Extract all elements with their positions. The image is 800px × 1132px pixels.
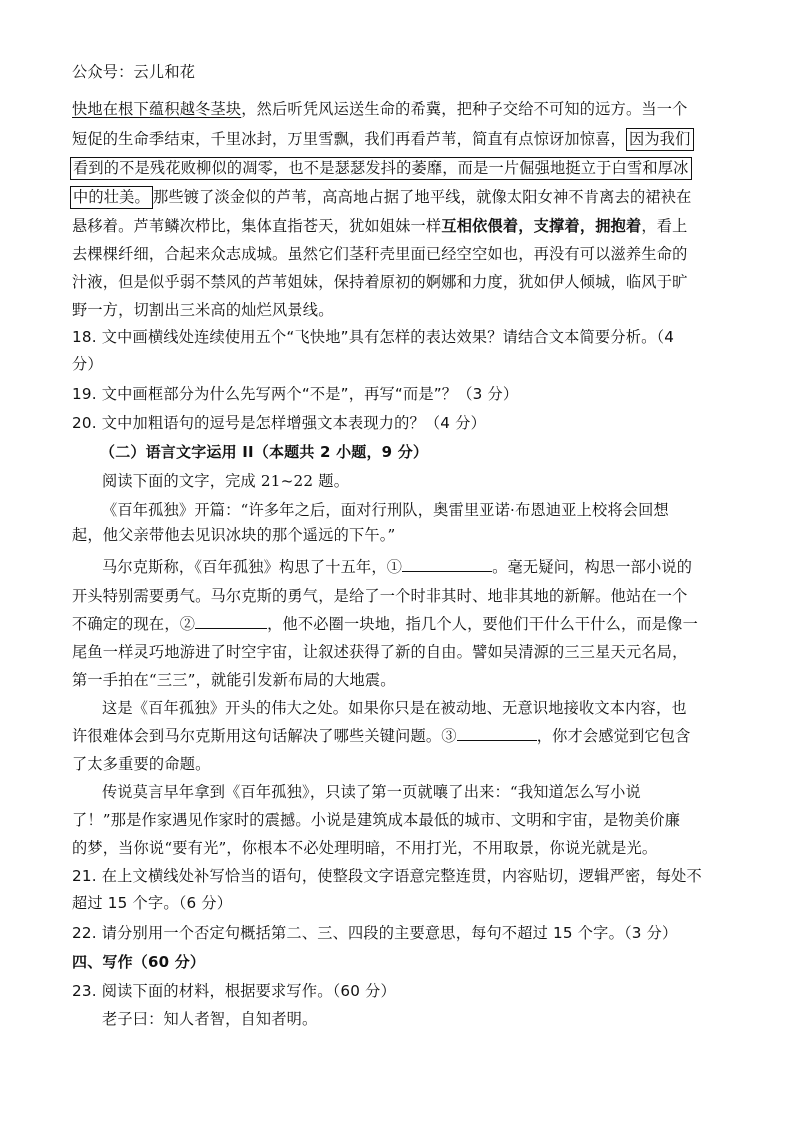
bold-phrase-1: 互相依偎着 (441, 217, 519, 235)
paragraph-2-line-4: 尾鱼一样灵巧地游进了时空宇宙，让叙述获得了新的自由。譬如吴清源的三三星天元名局， (72, 643, 688, 661)
paragraph-2-line-1: 马尔克斯称，《百年孤独》构思了十五年，① 。毫无疑问，构思一部小说的 (102, 558, 693, 576)
paragraph-4-line-1: 传说莫言早年拿到《百年孤独》，只读了第一页就嚷了出来：“我知道怎么写小说 (102, 783, 641, 801)
blank-3[interactable] (457, 726, 537, 741)
passage-line-2: 短促的生命季结束，千里冰封，万里雪飘，我们再看芦苇，简直有点惊讶加惊喜， 因为我们 (72, 129, 694, 149)
paragraph-4-line-2: 了！”那是作家遇见作家时的震撼。小说是建筑成本最低的城市、文明和宇宙，是物美价廉 (72, 811, 681, 829)
paragraph-1-line-1: 《百年孤独》开篇：“许多年之后，面对行刑队，奥雷里亚诺·布恩迪亚上校将会回想 (102, 501, 669, 519)
question-18-line-2: 分） (72, 355, 103, 373)
passage-line-5: 悬移着。芦苇鳞次栉比，集体直指苍天，犹如姐妹一样互相依偎着，支撑着，拥抱着，看上 (72, 217, 688, 235)
passage-line-8: 野一方，切割出三米高的灿烂风景线。 (72, 301, 334, 319)
blank-1[interactable] (402, 557, 492, 572)
passage-line-7: 汁液，但是似乎弱不禁风的芦苇姐妹，保持着原初的婀娜和力度，犹如伊人倾城，临风于旷 (72, 273, 688, 291)
paragraph-2-line-2: 开头特别需要勇气。马尔克斯的勇气，是给了一个时非其时、地非其地的新解。他站在一个 (72, 587, 688, 605)
passage-line-3 (70, 158, 692, 178)
question-20: 20. 文中加粗语句的逗号是怎样增强文本表现力的？（4 分） (72, 414, 486, 432)
section-2-title: （二）语言文字运用 II（本题共 2 小题，9 分） (100, 443, 429, 461)
section-2-instruction: 阅读下面的文字，完成 21~22 题。 (102, 472, 350, 490)
paragraph-1-line-2: 起，他父亲带他去见识冰块的那个遥远的下午。” (72, 526, 396, 544)
paragraph-4-line-3: 的梦，当你说“要有光”，你根本不必处理明暗，不用打光，不用取景，你说光就是光。 (72, 839, 658, 857)
question-21-line-1: 21. 在上文横线处补写恰当的语句，使整段文字语意完整连贯，内容贴切，逻辑严密，每处不 (72, 867, 702, 885)
writing-material: 老子曰：知人者智，自知者明。 (102, 1010, 318, 1028)
paragraph-3-line-1: 这是《百年孤独》开头的伟大之处。如果你只是在被动地、无意识地接收文本内容，也 (102, 699, 687, 717)
passage-line-1: 快地在根下蕴积越冬茎块，然后听凭风运送生命的希冀，把种子交给不可知的远方。当一个 (72, 100, 688, 118)
passage-line-4: 中的壮美。 那些镀了淡金似的芦苇，高高地占据了地平线，就像太阳女神不肯离去的裙袂在 (70, 187, 692, 207)
underlined-phrase: 快地在根下蕴积越冬茎块 (72, 100, 242, 118)
boxed-text-middle: 看到的不是残花败柳似的凋零，也不是瑟瑟发抖的萎靡，而是一片倔强地挺立于白雪和厚冰 (70, 157, 692, 180)
question-22: 22. 请分别用一个否定句概括第二、三、四段的主要意思，每句不超过 15 个字。（3 分） (72, 924, 678, 942)
bold-phrase-2: 支撑着 (533, 217, 580, 235)
question-19: 19. 文中画框部分为什么先写两个“不是”，再写“而是”？（3 分） (72, 385, 519, 403)
section-4-title: 四、写作（60 分） (72, 953, 206, 971)
bold-phrase-3: 拥抱着 (595, 217, 642, 235)
passage-line-6: 去棵棵纤细，合起来众志成城。虽然它们茎秆壳里面已经空空如也，再没有可以滋养生命的 (72, 245, 688, 263)
boxed-text-end: 中的壮美。 (70, 186, 153, 209)
paragraph-2-line-5: 第一手拍在“三三”，就能引发新布局的大地震。 (72, 671, 396, 689)
paragraph-2-line-3: 不确定的现在，② ，他不必圈一块地，指几个人，要他们干什么干什么，而是像一 (72, 615, 698, 633)
paragraph-3-line-3: 了太多重要的命题。 (72, 755, 211, 773)
blank-2[interactable] (195, 614, 267, 629)
boxed-text-start: 因为我们 (626, 128, 694, 151)
question-18-line-1: 18. 文中画横线处连续使用五个“飞快地”具有怎样的表达效果？请结合文本简要分析。（4 (72, 328, 675, 346)
question-21-line-2: 超过 15 个字。（6 分） (72, 894, 233, 912)
header-wechat-label: 公众号：云儿和花 (72, 63, 196, 81)
paragraph-3-line-2: 许很难体会到马尔克斯用这句话解决了哪些关键问题。③ ，你才会感觉到它包含 (72, 727, 691, 745)
question-23: 23. 阅读下面的材料，根据要求写作。（60 分） (72, 982, 396, 1000)
